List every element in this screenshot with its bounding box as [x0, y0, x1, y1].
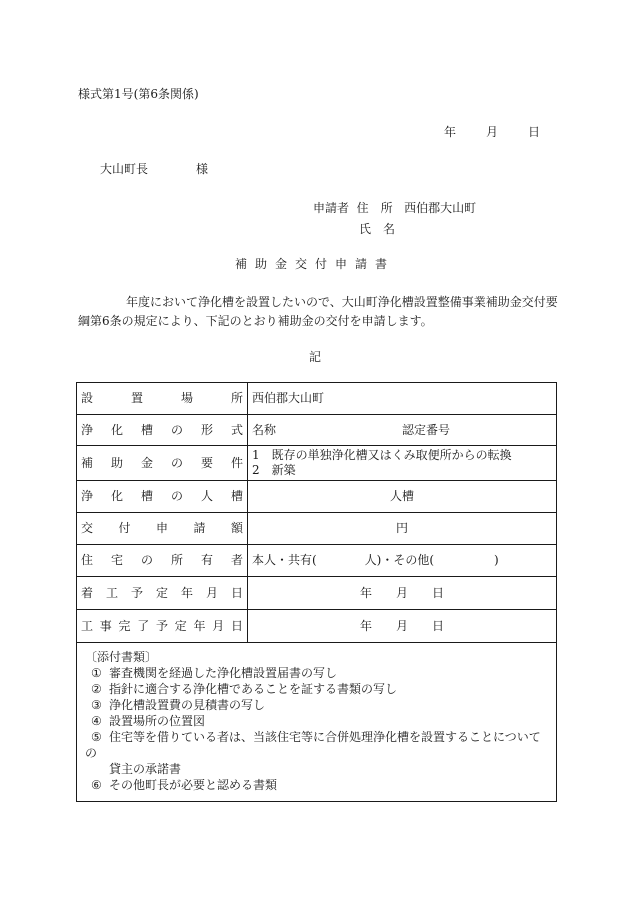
- list-item: ⑤ 住宅等を借りている者は、当該住宅等に合併処理浄化槽を設置することについての: [85, 730, 541, 760]
- house-owner-field[interactable]: 本人・共有( 人)・その他( ): [248, 545, 557, 577]
- ki-heading: 記: [308, 350, 321, 364]
- tank-type-field[interactable]: [248, 415, 557, 446]
- requirement-option-1: 1 既存の単独浄化槽又はくみ取便所からの転換: [252, 448, 512, 462]
- applicant-label: 申請者: [313, 201, 350, 215]
- subsidy-requirement-field[interactable]: [248, 446, 557, 481]
- table-row: [77, 513, 557, 545]
- tank-name-label: 名称: [252, 422, 277, 437]
- certification-number-label: 認定番号: [402, 422, 451, 437]
- application-table: [76, 382, 557, 802]
- list-item: ④ 設置場所の位置図: [91, 714, 206, 728]
- date-month: 月: [486, 125, 499, 139]
- addressee: [100, 160, 208, 177]
- table-row: [77, 415, 557, 446]
- date-line: [444, 123, 540, 140]
- table-row: [77, 481, 557, 513]
- start-date-field[interactable]: 年 月 日: [248, 577, 557, 610]
- document-title: 補助金交付申請書: [234, 257, 395, 271]
- date-day: 日: [528, 125, 541, 139]
- row-label: 浄化槽の形式: [77, 415, 248, 446]
- list-item: ⑥ その他町長が必要と認める書類: [91, 778, 278, 792]
- list-item: ① 審査機関を経過した浄化槽設置届書の写し: [91, 666, 338, 680]
- addressee-name: 大山町長: [100, 162, 149, 176]
- address-value: 西伯郡大山町: [404, 201, 477, 215]
- table-row: [77, 610, 557, 643]
- list-item-continuation: 貸主の承諾書: [109, 762, 182, 776]
- table-row: [77, 545, 557, 577]
- table-row: [77, 383, 557, 415]
- row-label: 浄化槽の人槽: [77, 481, 248, 513]
- attachments-title: 〔添付書類〕: [85, 650, 158, 664]
- list-item: ② 指針に適合する浄化槽であることを証する書類の写し: [91, 682, 398, 696]
- row-label: 着工予定年月日: [77, 577, 248, 610]
- application-amount-field[interactable]: 円: [248, 513, 557, 545]
- applicant-address-line: [313, 199, 476, 216]
- form-number: 様式第1号(第6条関係): [78, 87, 199, 101]
- date-year: 年: [444, 125, 457, 139]
- row-label: 設置場所: [77, 383, 248, 415]
- body-text: 年度において浄化槽を設置したいので、大山町浄化槽設置整備事業補助金交付要綱第6条の規定により、下記のとおり補助金の交付を申請します。: [78, 295, 558, 328]
- completion-date-field[interactable]: 年 月 日: [248, 610, 557, 643]
- list-item: ③ 浄化槽設置費の見積書の写し: [91, 698, 266, 712]
- table-row: [77, 446, 557, 481]
- applicant-name-line: [359, 220, 395, 237]
- table-row: [77, 577, 557, 610]
- addressee-suffix: 様: [196, 162, 209, 176]
- installation-location-field[interactable]: 西伯郡大山町: [248, 383, 557, 415]
- address-label: 住 所: [356, 201, 393, 215]
- tank-capacity-field[interactable]: 人槽: [248, 481, 557, 513]
- name-label: 氏 名: [359, 222, 396, 236]
- row-label: 住宅の所有者: [77, 545, 248, 577]
- row-label: 補助金の要件: [77, 446, 248, 481]
- table-row: [77, 643, 557, 802]
- row-label: 工事完了予定年月日: [77, 610, 248, 643]
- attachments-cell: [77, 643, 557, 802]
- row-label: 交付申請額: [77, 513, 248, 545]
- requirement-option-2: 2 新築: [252, 463, 296, 477]
